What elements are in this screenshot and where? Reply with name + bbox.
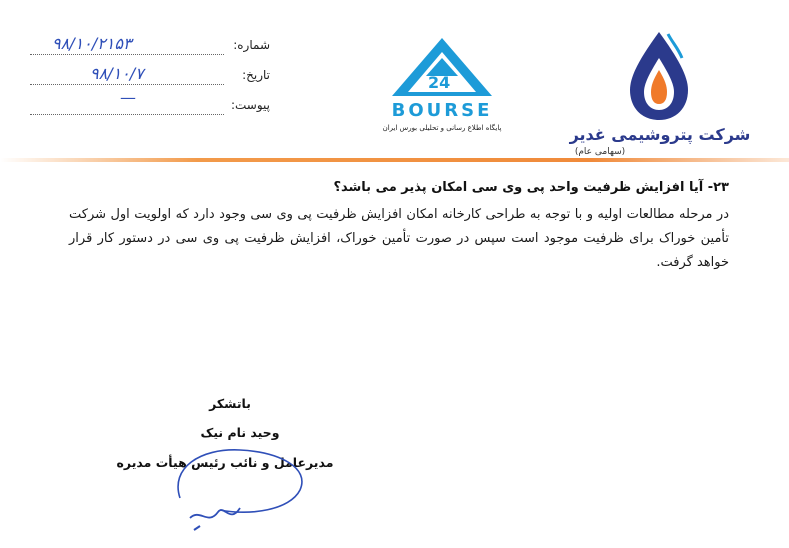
signatory-name: وحید نام نیک bbox=[200, 425, 280, 440]
company-name: شرکت پتروشیمی غدیر bbox=[569, 125, 751, 144]
question-text: ۲۳- آیا افزایش ظرفیت واحد پی وی سی امکان پذیر می باشد؟ bbox=[333, 180, 729, 195]
number-dots bbox=[30, 54, 224, 55]
number-label: شماره: bbox=[233, 38, 270, 52]
flame-logo-icon bbox=[622, 28, 696, 124]
date-field bbox=[30, 66, 270, 88]
handwritten-signature-icon bbox=[160, 438, 320, 538]
company-type: (سهامی عام) bbox=[574, 147, 626, 157]
bourse-logo bbox=[366, 30, 518, 140]
attachment-dots bbox=[30, 114, 224, 115]
attachment-field bbox=[30, 88, 270, 118]
closing-text: باتشکر bbox=[209, 396, 251, 411]
date-label: تاریخ: bbox=[242, 68, 270, 82]
date-dots bbox=[30, 84, 224, 85]
signatory-title: مدیرعامل و نائب رئیس هیأت مدیره bbox=[116, 455, 334, 470]
svg-text:24: 24 bbox=[428, 73, 451, 92]
attachment-label: پیوست: bbox=[230, 98, 270, 112]
number-field bbox=[30, 36, 270, 58]
bourse-subtitle: پایگاه اطلاع رسانی و تحلیلی بورس ایران bbox=[382, 124, 502, 132]
bourse-pyramid-icon bbox=[366, 30, 518, 102]
answer-paragraph: در مرحله مطالعات اولیه و با توجه به طراحی کارخانه امکان افزایش ظرفیت پی وی سی وجود دارد که اولویت اول شرکت تأمین خوراک برای ظرفیت موجود است سپس در صورت تأمین خوراک، افزایش ظرفیت پی وی سی در دستور کار قرار خواهد گرفت. bbox=[69, 207, 729, 270]
header-divider bbox=[0, 158, 789, 162]
attachment-value: — bbox=[120, 88, 137, 107]
date-value: ۹۸/۱۰/۷ bbox=[90, 64, 144, 83]
bourse-wordmark: BOURSE bbox=[391, 100, 493, 121]
number-value: ۹۸/۱۰/۲۱۵۳ bbox=[52, 34, 132, 53]
